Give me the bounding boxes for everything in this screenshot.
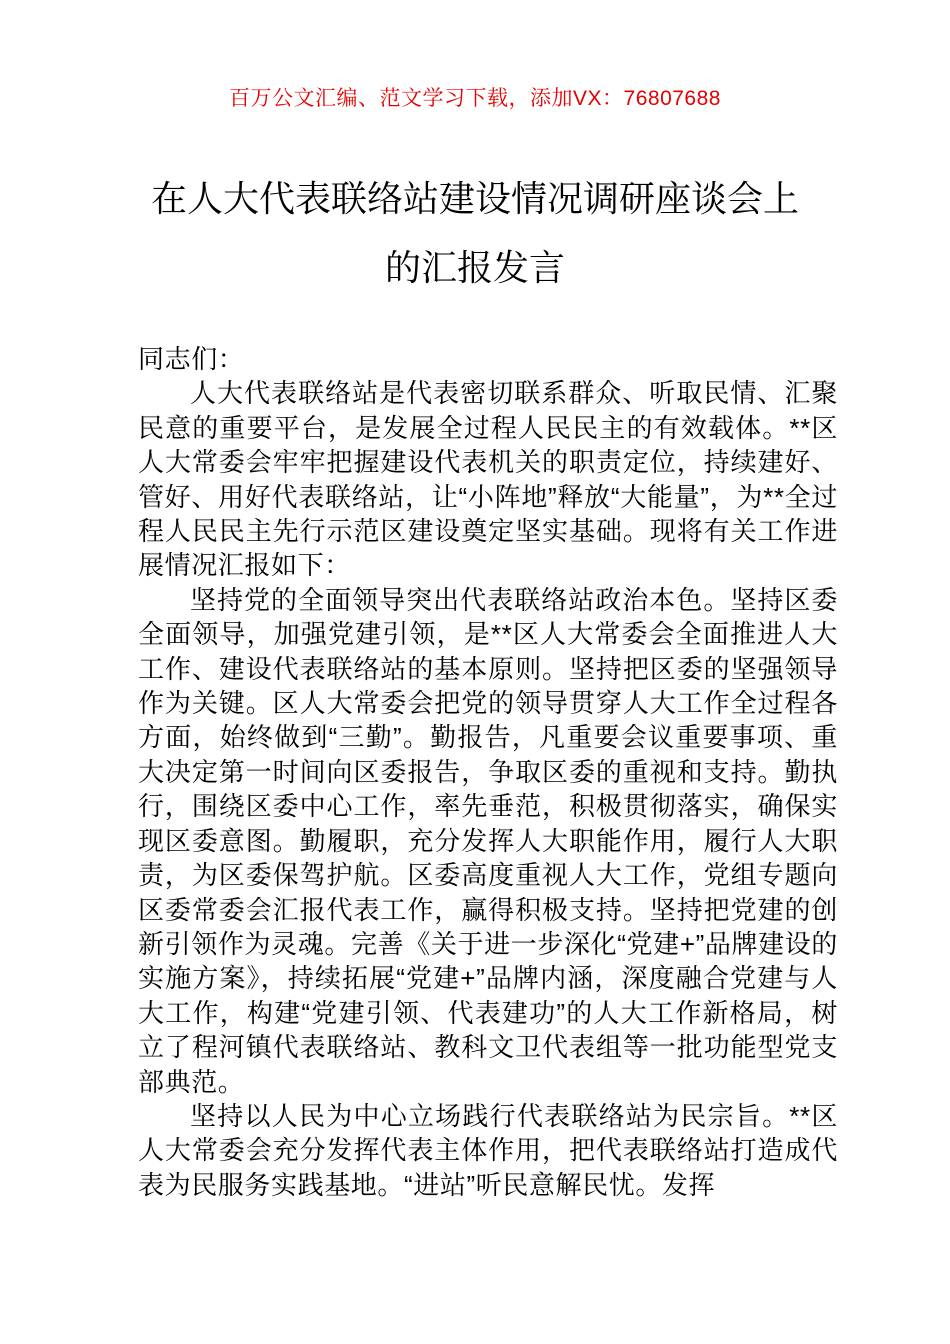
body-paragraph: 人大代表联络站是代表密切联系群众、听取民情、汇聚民意的重要平台，是发展全过程人民民主的有效载体。**区人大常委会牢牢把握建设代表机关的职责定位，持续建好、管好、用好代表联络站，让“小阵地”释放“大能量”，为**全过程人民民主先行示范区建设奠定坚实基础。现将有关工作进展情况汇报如下： — [138, 378, 838, 581]
body-paragraph: 坚持以人民为中心立场践行代表联络站为民宗旨。**区人大常委会充分发挥代表主体作用，把代表联络站打造成代表为民服务实践基地。“进站”听民意解民忧。发挥 — [138, 1100, 838, 1200]
body-paragraph: 坚持党的全面领导突出代表联络站政治本色。坚持区委全面领导，加强党建引领，是**区人大常委会全面推进人大工作、建设代表联络站的基本原则。坚持把区委的坚强领导作为关键。区人大常委会把党的领导贯穿人大工作全过程各方面，始终做到“三勤”。勤报告，凡重要会议重要事项、重大决定第一时间向区委报告，争取区委的重视和支持。勤执行，围绕区委中心工作，率先垂范，积极贯彻落实，确保实现区委意图。勤履职，充分发挥人大职能作用，履行人大职责，为区委保驾护航。区委高度重视人大工作，党组专题向区委常委会汇报代表工作，赢得积极支持。坚持把党建的创新引领作为灵魂。完善《关于进一步深化“党建+”品牌建设的实施方案》，持续拓展“党建+”品牌内涵，深度融合党建与人大工作，构建“党建引领、代表建功”的人大工作新格局，树立了程河镇代表联络站、教科文卫代表组等一批功能型党支部典范。 — [138, 584, 838, 1097]
document-title: 在人大代表联络站建设情况调研座谈会上的汇报发言 — [150, 178, 799, 288]
salutation: 同志们： — [138, 344, 245, 374]
header-ad-notice: 百万公文汇编、范文学习下载，添加VX：76807688 — [229, 87, 721, 110]
document-body — [138, 342, 838, 1202]
